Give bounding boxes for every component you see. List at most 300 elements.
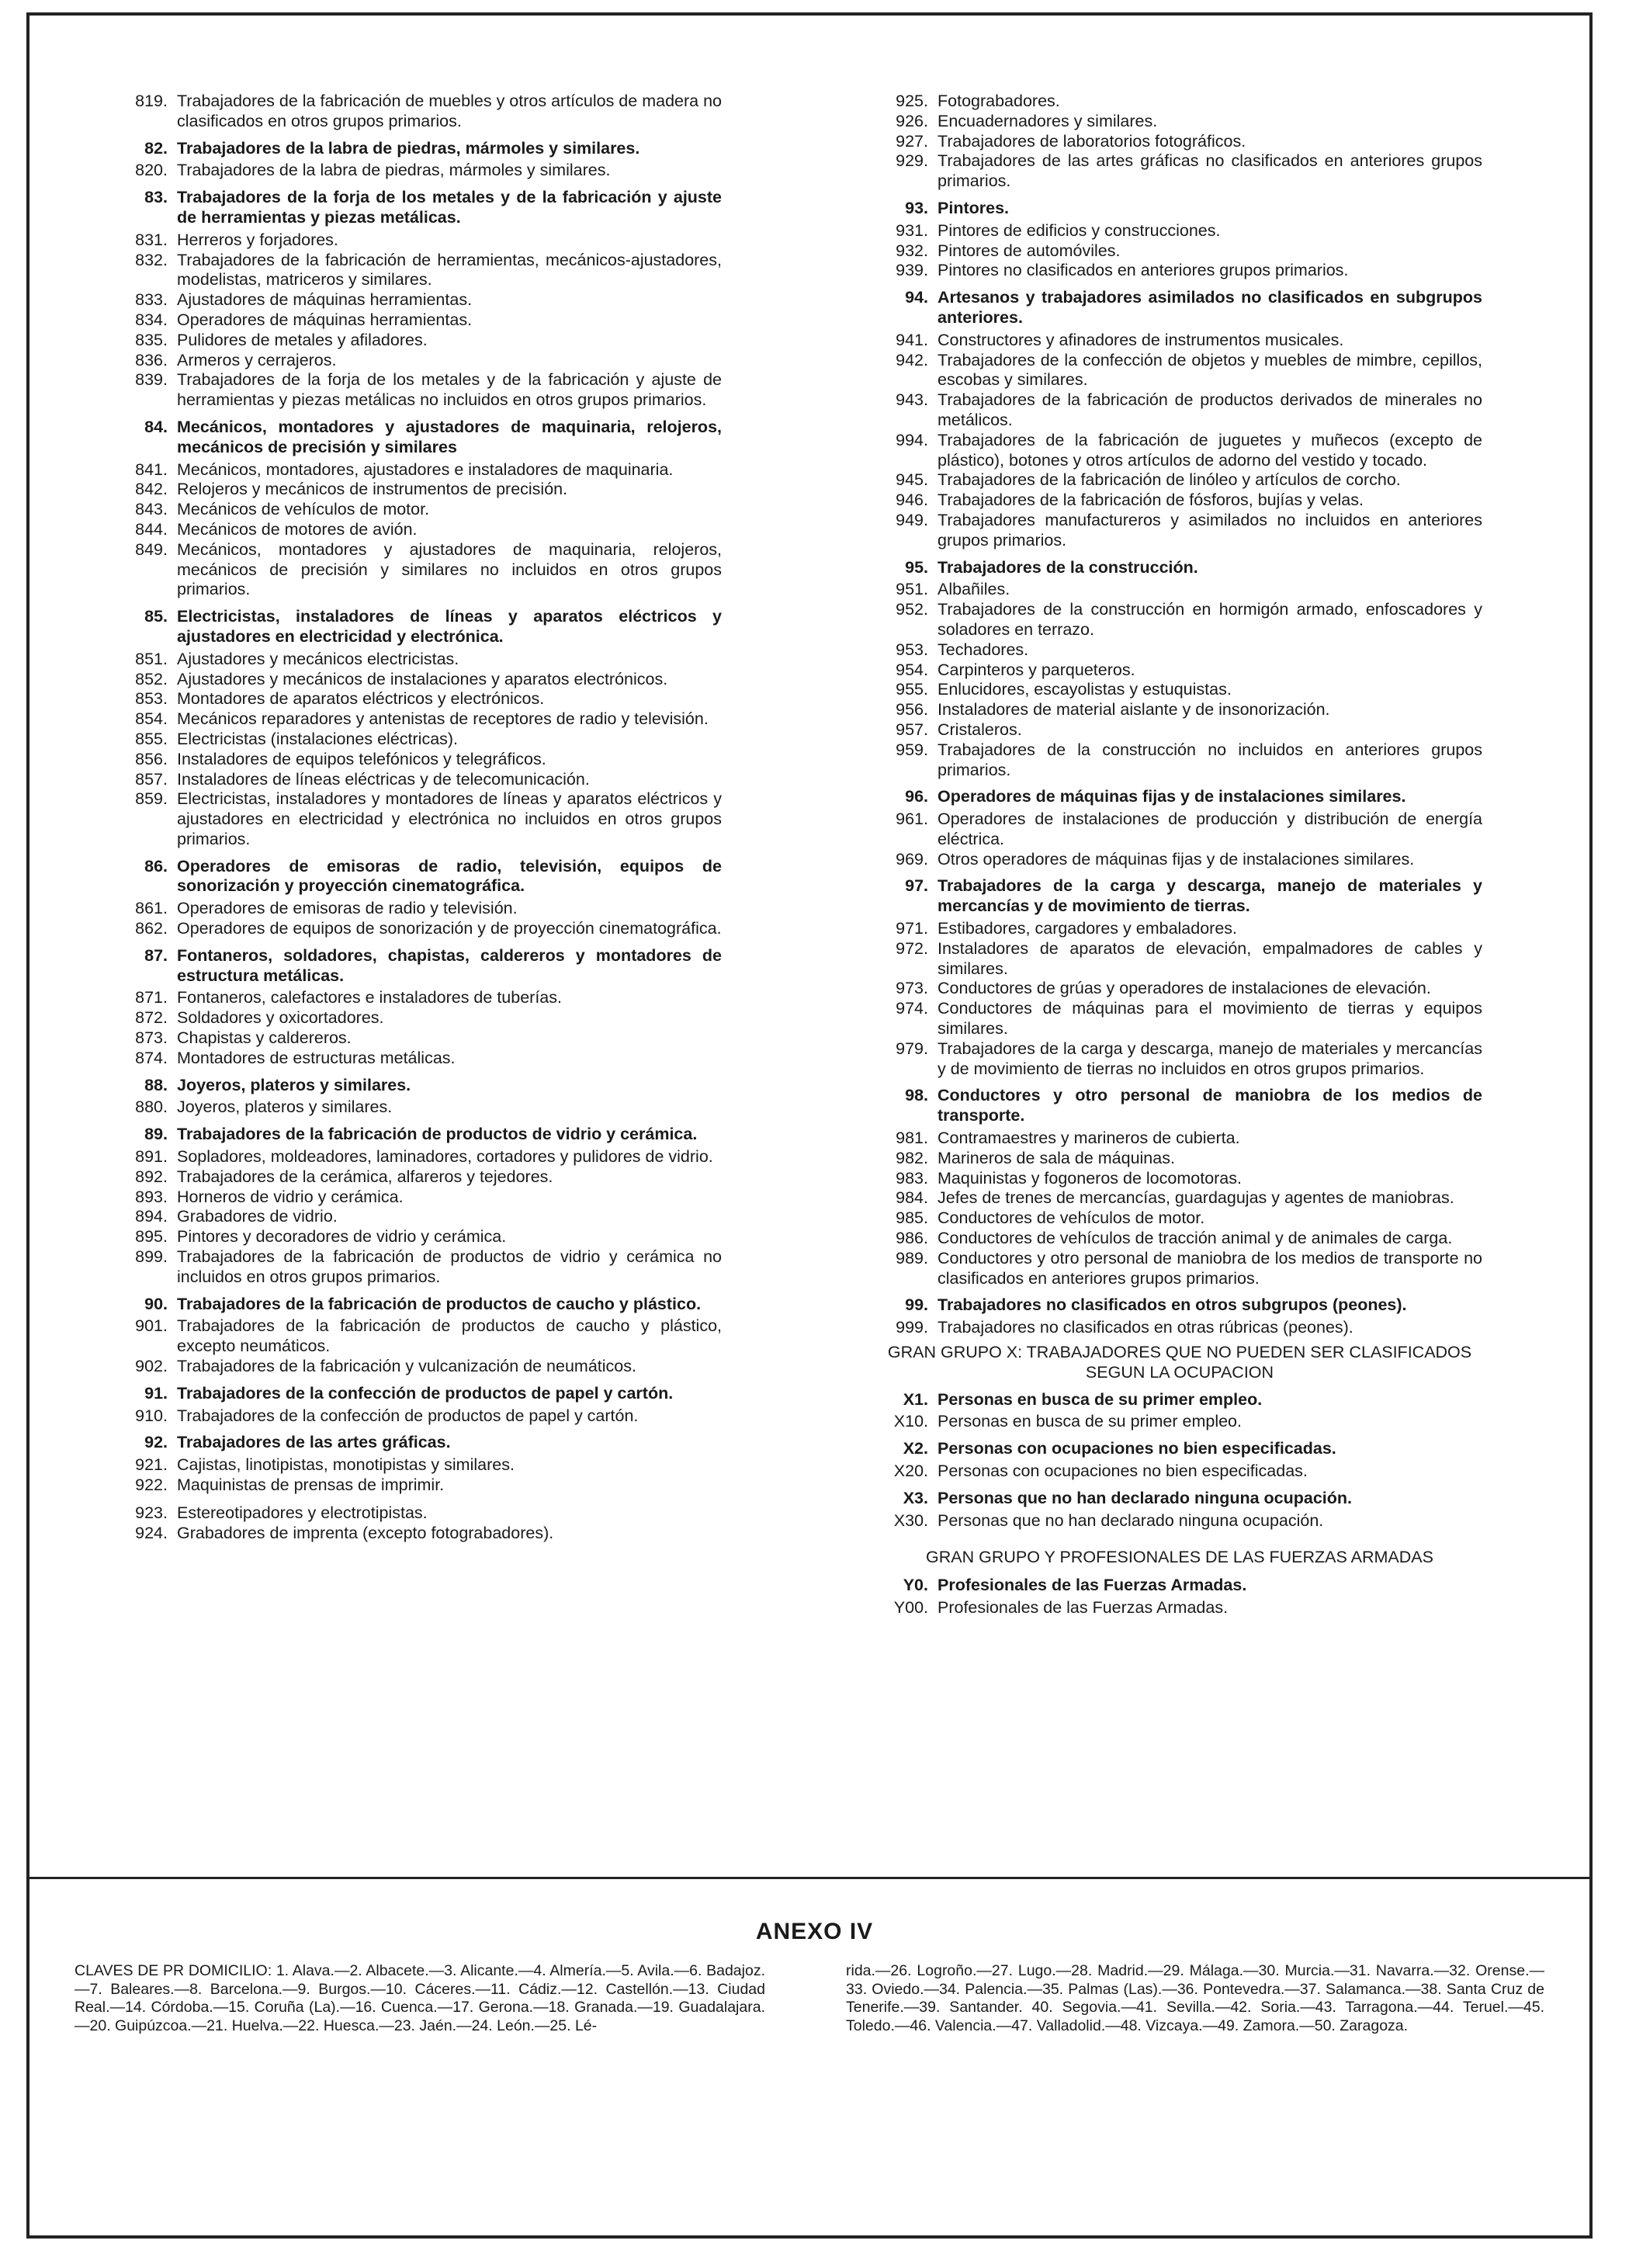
entry-code: 927. <box>896 131 928 151</box>
entry-code: 833. <box>135 290 168 310</box>
entry-code: X1. <box>903 1389 928 1409</box>
entry-text: Conductores y otro personal de maniobra de los medios de transporte. <box>938 1086 1482 1125</box>
entry-text: Personas con ocupaciones no bien especificadas. <box>938 1462 1308 1480</box>
entry-text: Joyeros, plateros y similares. <box>177 1075 411 1094</box>
occupation-entry <box>877 600 1482 640</box>
entry-text: Trabajadores de la fabricación de fósforos, bujías y velas. <box>938 491 1364 510</box>
occupation-entry <box>116 460 722 480</box>
entry-text: Trabajadores de la forja de los metales y de la fabricación y ajuste de herramientas y piezas metálicas. <box>177 188 722 227</box>
group-heading-entry <box>116 1125 722 1145</box>
group-heading-entry <box>116 1384 722 1404</box>
entry-text: Pintores no clasificados en anteriores grupos primarios. <box>938 261 1349 280</box>
entry-code: 910. <box>135 1406 168 1425</box>
entry-code: 926. <box>896 111 928 130</box>
group-heading-entry <box>877 876 1482 917</box>
entry-text: Personas que no han declarado ninguna ocupación. <box>938 1510 1324 1530</box>
entry-code: 989. <box>896 1248 928 1268</box>
entry-code: Y0. <box>903 1576 928 1595</box>
entry-text: Horneros de vidrio y cerámica. <box>177 1187 404 1206</box>
entry-code: 983. <box>896 1168 928 1188</box>
entry-text: Mecánicos de vehículos de motor. <box>177 500 430 519</box>
entry-text: Personas con ocupaciones no bien especificadas. <box>938 1439 1336 1458</box>
entry-code: 91. <box>144 1383 168 1403</box>
entry-code: 981. <box>896 1129 928 1148</box>
entry-code: 98. <box>905 1086 928 1105</box>
entry-code: 841. <box>135 459 168 479</box>
entry-text: Mecánicos, montadores y ajustadores de maquinaria, relojeros, mecánicos de precisión y similares no incluidos en otros grupos primarios. <box>177 539 722 599</box>
entry-text: Techadores. <box>938 640 1029 659</box>
entry-code: 862. <box>135 919 168 938</box>
occupation-entry <box>877 979 1482 999</box>
entry-text: Trabajadores de la confección de objetos y muebles de mimbre, cepillos, escobas y similares. <box>938 350 1482 390</box>
entry-code: 94. <box>905 288 928 307</box>
entry-text: Trabajadores de la construcción en hormigón armado, enfoscadores y soladores en terrazo. <box>938 600 1482 639</box>
entry-code: X3. <box>903 1488 928 1507</box>
entry-text: Encuadernadores y similares. <box>938 111 1158 130</box>
entry-text: Armeros y cerrajeros. <box>177 350 337 369</box>
entry-code: 943. <box>896 390 928 410</box>
entry-text: Trabajadores de la construcción. <box>938 557 1198 577</box>
entry-text: Trabajadores de la cerámica, alfareros y tejedores. <box>177 1167 553 1186</box>
entry-code: 839. <box>135 370 168 390</box>
entry-text: Carpinteros y parqueteros. <box>938 660 1135 679</box>
entry-text: Joyeros, plateros y similares. <box>177 1098 393 1117</box>
entry-text: Montadores de aparatos eléctricos y electrónicos. <box>177 689 545 709</box>
occupation-entry <box>116 331 722 351</box>
occupation-entry <box>877 939 1482 980</box>
group-heading-entry <box>877 199 1482 219</box>
occupation-entry <box>116 730 722 750</box>
entry-text: Operadores de máquinas herramientas. <box>177 310 473 329</box>
occupation-entry <box>116 1207 722 1227</box>
entry-code: 820. <box>135 161 168 180</box>
entry-text: Conductores de máquinas para el movimiento de tierras y equipos similares. <box>938 999 1482 1039</box>
occupation-entry <box>116 1503 722 1524</box>
entry-code: 921. <box>135 1455 168 1475</box>
entry-text: Trabajadores de la fabricación de productos de vidrio y cerámica no incluidos en otros grupos primarios. <box>177 1247 722 1286</box>
entry-code: 893. <box>135 1187 168 1206</box>
entry-code: 873. <box>135 1028 168 1048</box>
entry-text: Profesionales de las Fuerzas Armadas. <box>938 1597 1229 1617</box>
group-heading-entry <box>116 946 722 987</box>
occupation-entry <box>116 1008 722 1028</box>
entry-text: Electricistas, instaladores de líneas y aparatos eléctricos y ajustadores en electricidad y electrónica. <box>177 607 722 646</box>
occupation-entry <box>116 92 722 132</box>
entry-text: Operadores de máquinas fijas y de instalaciones similares. <box>938 787 1406 806</box>
entry-code: 849. <box>135 539 168 559</box>
occupation-entry <box>877 700 1482 720</box>
entry-code: 949. <box>896 510 928 529</box>
entry-code: 85. <box>144 607 168 626</box>
entry-text: Enlucidores, escayolistas y estuquistas. <box>938 680 1232 699</box>
group-heading-entry <box>877 558 1482 578</box>
entry-code: 954. <box>896 660 928 679</box>
entry-text: Operadores de instalaciones de producción y distribución de energía eléctrica. <box>938 810 1482 848</box>
occupation-entry <box>116 1476 722 1496</box>
occupation-entry <box>877 1598 1482 1618</box>
entry-text: Trabajadores de la fabricación de herramientas, mecánicos-ajustadores, modelistas, matriceros y similares. <box>177 250 722 290</box>
entry-code: 93. <box>905 198 928 217</box>
entry-code: 892. <box>135 1167 168 1186</box>
entry-code: 859. <box>135 789 168 809</box>
entry-code: 979. <box>896 1039 928 1058</box>
entry-code: 946. <box>896 491 928 510</box>
entry-text: Ajustadores y mecánicos electricistas. <box>177 649 459 668</box>
entry-code: 835. <box>135 330 168 349</box>
occupation-entry <box>877 740 1482 781</box>
entry-text: Trabajadores de las artes gráficas. <box>177 1433 451 1452</box>
occupation-entry <box>877 1412 1482 1432</box>
entry-code: 880. <box>135 1098 168 1117</box>
entry-text: Estereotipadores y electrotipistas. <box>177 1503 428 1522</box>
occupation-entry <box>116 1406 722 1427</box>
entry-code: 999. <box>896 1318 928 1337</box>
occupation-entry <box>877 431 1482 471</box>
occupation-entry <box>116 1147 722 1167</box>
entry-text: Personas en busca de su primer empleo. <box>938 1412 1242 1431</box>
entry-text: Trabajadores no clasificados en otras rúbricas (peones). <box>938 1318 1353 1337</box>
annex-title: ANEXO IV <box>755 1919 874 1944</box>
occupation-entry <box>116 1167 722 1188</box>
entry-text: Conductores de grúas y operadores de instalaciones de elevación. <box>938 979 1431 998</box>
entry-text: Trabajadores de la fabricación de productos derivados de minerales no metálicos. <box>938 390 1482 429</box>
entry-code: 844. <box>135 519 168 539</box>
occupation-entry <box>877 221 1482 241</box>
entry-code: 851. <box>135 649 168 668</box>
entry-text: Trabajadores de las artes gráficas no clasificados en anteriores grupos primarios. <box>938 151 1482 191</box>
entry-code: 931. <box>896 220 928 240</box>
entry-text: Electricistas, instaladores y montadores de líneas y aparatos eléctricos y ajustadores en electricidad y electrónica no incluidos en otros grupos primarios. <box>177 789 722 848</box>
entry-text: Electricistas (instalaciones eléctricas). <box>177 729 459 748</box>
occupation-entry <box>116 231 722 251</box>
entry-text: Marineros de sala de máquinas. <box>938 1148 1175 1167</box>
entry-code: 971. <box>896 919 928 938</box>
occupation-entry <box>877 1039 1482 1080</box>
group-heading-entry <box>877 1576 1482 1596</box>
occupation-entry <box>877 511 1482 551</box>
claves-left-text: CLAVES DE PR DOMICILIO: 1. Alava.—2. Albacete.—3. Alicante.—4. Almería.—5. Avila.—6. Badajoz.—7. Baleares.—8. Barcelona.—9. Burgos.—10. Cáceres.—11. Cádiz.—12. Castellón.—13. Ciudad Real.—14. Córdoba.—15. Coruña (La).—16. Cuenca.—17. Gerona.—18. Granada.—19. Guadalajara.—20. Guipúzcoa.—21. Huelva.—22. Huesca.—23. Jaén.—24. León.—25. Lé- <box>75 1962 765 2034</box>
entry-text: Pintores de automóviles. <box>938 241 1121 260</box>
entry-text: Instaladores de equipos telefónicos y telegráficos. <box>177 749 546 768</box>
occupation-entry <box>116 709 722 730</box>
entry-text: Herreros y forjadores. <box>177 230 338 249</box>
entry-code: 854. <box>135 709 168 729</box>
entry-text: Mecánicos reparadores y antenistas de receptores de radio y televisión. <box>177 709 709 729</box>
entry-text: Soldadores y oxicortadores. <box>177 1008 384 1028</box>
entry-text: Trabajadores de la carga y descarga, manejo de materiales y mercancías y de movimiento de tierras. <box>938 876 1482 916</box>
entry-text: Otros operadores de máquinas fijas y de instalaciones similares. <box>938 849 1415 869</box>
entry-text: Sopladores, moldeadores, laminadores, cortadores y pulidores de vidrio. <box>177 1147 713 1167</box>
entry-text: Trabajadores de la confección de productos de papel y cartón. <box>177 1406 639 1425</box>
left-column <box>116 92 722 1543</box>
occupation-entry <box>877 1129 1482 1149</box>
entry-code: 932. <box>896 241 928 260</box>
occupation-entry <box>877 351 1482 391</box>
occupation-entry <box>116 500 722 520</box>
entry-code: 82. <box>144 138 168 158</box>
occupation-entry <box>116 310 722 331</box>
entry-text: Conductores de vehículos de motor. <box>938 1209 1205 1228</box>
entry-code: 88. <box>144 1075 168 1094</box>
gran-grupo-y-list <box>877 1576 1482 1618</box>
entry-code: 891. <box>135 1147 168 1167</box>
entry-code: 856. <box>135 749 168 768</box>
occupation-entry <box>116 689 722 709</box>
occupation-entry <box>116 1028 722 1049</box>
occupation-entry <box>877 1149 1482 1169</box>
entry-code: 842. <box>135 480 168 499</box>
occupation-entry <box>116 351 722 371</box>
occupation-entry <box>877 132 1482 152</box>
entry-code: 955. <box>896 680 928 699</box>
entry-code: 95. <box>905 557 928 577</box>
occupation-entry <box>116 480 722 500</box>
occupation-entry <box>116 251 722 291</box>
entry-code: 90. <box>144 1294 168 1313</box>
entry-code: 86. <box>144 856 168 876</box>
entry-code: 929. <box>896 151 928 171</box>
occupation-entry <box>116 899 722 919</box>
occupation-entry <box>877 1318 1482 1338</box>
entry-text: Mecánicos de motores de avión. <box>177 519 418 539</box>
entry-code: Y00. <box>893 1597 928 1617</box>
occupation-entry <box>877 1169 1482 1189</box>
entry-code: 834. <box>135 310 168 329</box>
entry-text: Trabajadores de la labra de piedras, mármoles y similares. <box>177 138 640 158</box>
occupation-entry <box>116 1098 722 1118</box>
entry-code: 857. <box>135 769 168 789</box>
entry-text: Trabajadores de la fabricación de productos de vidrio y cerámica. <box>177 1125 698 1144</box>
entry-text: Personas que no han declarado ninguna ocupación. <box>938 1488 1353 1507</box>
entry-text: Trabajadores de la fabricación y vulcanización de neumáticos. <box>177 1357 636 1376</box>
entry-text: Trabajadores de la fabricación de productos de caucho y plástico, excepto neumáticos. <box>177 1316 722 1356</box>
entry-code: 895. <box>135 1227 168 1247</box>
entry-text: Conductores y otro personal de maniobra de los medios de transporte no clasificados en anteriores grupos primarios. <box>938 1248 1482 1288</box>
entry-text: Trabajadores de laboratorios fotográficos. <box>938 131 1246 151</box>
entry-code: 941. <box>896 330 928 349</box>
entry-code: 973. <box>896 979 928 998</box>
entry-code: 925. <box>896 92 928 110</box>
occupation-entry <box>116 1049 722 1069</box>
entry-code: 87. <box>144 945 168 965</box>
entry-text: Trabajadores de la fabricación de juguetes y muñecos (excepto de plástico), botones y otros artículos de adorno del vestido y tocado. <box>938 430 1482 470</box>
entry-code: 994. <box>896 430 928 449</box>
group-heading-entry <box>877 1390 1482 1410</box>
group-heading-entry <box>116 139 722 159</box>
entry-code: 985. <box>896 1209 928 1228</box>
entry-code: 984. <box>896 1188 928 1208</box>
occupation-entry <box>877 470 1482 491</box>
entry-code: 855. <box>135 729 168 748</box>
entry-text: Instaladores de líneas eléctricas y de telecomunicación. <box>177 769 590 789</box>
entry-code: 832. <box>135 250 168 269</box>
right-column <box>877 92 1482 1618</box>
entry-code: 894. <box>135 1207 168 1226</box>
entry-text: Artesanos y trabajadores asimilados no clasificados en subgrupos anteriores. <box>938 288 1482 327</box>
occupation-entry <box>877 1249 1482 1289</box>
group-heading-entry <box>116 188 722 228</box>
entry-code: 942. <box>896 350 928 369</box>
entry-code: 84. <box>144 417 168 436</box>
occupation-entry <box>116 1247 722 1288</box>
occupation-entry <box>877 720 1482 740</box>
entry-text: Contramaestres y marineros de cubierta. <box>938 1129 1240 1148</box>
occupation-entry <box>877 1188 1482 1209</box>
entry-text: Ajustadores y mecánicos de instalaciones y aparatos electrónicos. <box>177 669 668 688</box>
entry-code: 974. <box>896 999 928 1018</box>
entry-code: 939. <box>896 261 928 280</box>
occupation-entry <box>877 151 1482 192</box>
entry-text: Ajustadores de máquinas herramientas. <box>177 290 473 310</box>
entry-code: X30. <box>893 1510 928 1530</box>
entry-text: Grabadores de vidrio. <box>177 1207 338 1226</box>
entry-text: Estibadores, cargadores y embaladores. <box>938 919 1238 938</box>
entry-text: Operadores de equipos de sonorización y de proyección cinematográfica. <box>177 919 722 938</box>
entry-code: 922. <box>135 1476 168 1494</box>
entry-code: 853. <box>135 689 168 709</box>
entry-code: 972. <box>896 938 928 958</box>
entry-code: 923. <box>135 1503 168 1522</box>
group-heading-entry <box>116 607 722 647</box>
occupation-entry <box>116 650 722 670</box>
occupation-entry <box>877 1462 1482 1482</box>
entry-text: Mecánicos, montadores, ajustadores e instaladores de maquinaria. <box>177 459 674 479</box>
entry-text: Operadores de emisoras de radio, televisión, equipos de sonorización y proyección cinematográfica. <box>177 856 722 896</box>
entry-text: Pintores. <box>938 198 1009 217</box>
entry-code: 951. <box>896 580 928 599</box>
entry-text: Trabajadores de la construcción no incluidos en anteriores grupos primarios. <box>938 740 1482 779</box>
entry-code: 956. <box>896 700 928 720</box>
entry-text: Trabajadores de la fabricación de linóleo y artículos de corcho. <box>938 470 1401 490</box>
entry-text: Maquinistas y fogoneros de locomotoras. <box>938 1168 1242 1188</box>
entry-code: 96. <box>905 787 928 806</box>
entry-code: 819. <box>135 92 168 110</box>
group-heading-entry <box>877 787 1482 807</box>
entry-text: Fontaneros, soldadores, chapistas, caldereros y montadores de estructura metálicas. <box>177 945 722 985</box>
gran-grupo-x-heading: GRAN GRUPO X: TRABAJADORES QUE NO PUEDEN SER CLASIFICADOS SEGUN LA OCUPACION <box>887 1343 1472 1382</box>
entry-text: Instaladores de aparatos de elevación, empalmadores de cables y similares. <box>938 938 1482 978</box>
occupation-entry <box>877 261 1482 281</box>
entry-text: Cristaleros. <box>938 720 1022 739</box>
entry-code: 969. <box>896 849 928 869</box>
claves-right-text: rida.—26. Logroño.—27. Lugo.—28. Madrid.—29. Málaga.—30. Murcia.—31. Navarra.—32. Orense.—33. Oviedo.—34. Palencia.—35. Palmas (Las).—36. Pontevedra.—37. Salamanca.—38. Santa Cruz de Tenerife.—39. Santander. 40. Segovia.—41. Sevilla.—42. Soria.—43. Tarragona.—44. Teruel.—45. Toledo.—46. Valencia.—47. Valladolid.—48. Vizcaya.—49. Zamora.—50. Zaragoza. <box>846 1962 1544 2034</box>
entry-text: Trabajadores de la forja de los metales y de la fabricación y ajuste de herramientas y piezas metálicas no incluidos en otros grupos primarios. <box>177 370 722 410</box>
entry-text: Maquinistas de prensas de imprimir. <box>177 1476 445 1494</box>
group-heading-entry <box>116 1076 722 1096</box>
occupation-entry <box>877 112 1482 132</box>
entry-code: 902. <box>135 1357 168 1376</box>
occupation-entry <box>877 1209 1482 1229</box>
entry-code: 952. <box>896 600 928 619</box>
occupation-entry <box>116 1524 722 1544</box>
entry-text: Constructores y afinadores de instrumentos musicales. <box>938 330 1344 349</box>
entry-text: Trabajadores manufactureros y asimilados no incluidos en anteriores grupos primarios. <box>938 510 1482 550</box>
group-heading-entry <box>116 418 722 458</box>
entry-code: 831. <box>135 230 168 249</box>
entry-code: X2. <box>903 1439 928 1458</box>
entry-text: Trabajadores de la confección de productos de papel y cartón. <box>177 1383 674 1403</box>
entry-code: 982. <box>896 1148 928 1167</box>
group-heading-entry <box>116 1433 722 1453</box>
occupation-entry <box>116 988 722 1008</box>
occupation-entry <box>877 680 1482 700</box>
entry-code: 924. <box>135 1523 168 1542</box>
entry-code: 83. <box>144 188 168 207</box>
occupation-entry <box>877 241 1482 262</box>
entry-code: 957. <box>896 720 928 739</box>
entry-code: 861. <box>135 899 168 918</box>
group-heading-entry <box>877 1489 1482 1509</box>
entry-text: Trabajadores de la carga y descarga, manejo de materiales y mercancías y de movimiento de tierras no incluidos en otros grupos primarios. <box>938 1039 1482 1078</box>
entry-text: Grabadores de imprenta (excepto fotograbadores). <box>177 1523 554 1542</box>
entry-code: 901. <box>135 1316 168 1336</box>
occupation-entry <box>116 789 722 849</box>
gran-grupo-y-heading: GRAN GRUPO Y PROFESIONALES DE LAS FUERZAS ARMADAS <box>926 1548 1433 1567</box>
entry-code: 92. <box>144 1433 168 1452</box>
right-list <box>877 92 1482 1338</box>
entry-text: Pintores de edificios y construcciones. <box>938 220 1221 240</box>
occupation-entry <box>116 770 722 790</box>
occupation-entry <box>116 290 722 310</box>
occupation-entry <box>116 919 722 939</box>
occupation-entry <box>877 1229 1482 1249</box>
entry-text: Pulidores de metales y afiladores. <box>177 330 428 349</box>
entry-text: Operadores de emisoras de radio y televisión. <box>177 899 518 918</box>
entry-text: Cajistas, linotipistas, monotipistas y similares. <box>177 1455 515 1475</box>
occupation-entry <box>877 92 1482 112</box>
entry-code: 959. <box>896 740 928 759</box>
occupation-entry <box>877 1511 1482 1531</box>
entry-code: 874. <box>135 1048 168 1067</box>
occupation-entry <box>877 999 1482 1039</box>
section-divider <box>29 1877 1589 1879</box>
occupation-entry <box>116 1455 722 1476</box>
entry-text: Fotograbadores. <box>938 92 1060 110</box>
occupation-entry <box>877 390 1482 431</box>
occupation-entry <box>116 1316 722 1357</box>
entry-code: 836. <box>135 350 168 369</box>
entry-text: Mecánicos, montadores y ajustadores de maquinaria, relojeros, mecánicos de precisión y similares <box>177 417 722 456</box>
entry-code: 843. <box>135 500 168 519</box>
group-heading-entry <box>877 1295 1482 1316</box>
entry-code: 872. <box>135 1008 168 1028</box>
occupation-entry <box>116 1227 722 1247</box>
entry-text: Jefes de trenes de mercancías, guardagujas y agentes de maniobras. <box>938 1188 1454 1208</box>
entry-text: Relojeros y mecánicos de instrumentos de precisión. <box>177 480 568 499</box>
occupation-entry <box>877 331 1482 351</box>
entry-code: 986. <box>896 1229 928 1248</box>
occupation-entry <box>877 919 1482 939</box>
group-heading-entry <box>116 1295 722 1315</box>
entry-code: 89. <box>144 1125 168 1144</box>
occupation-entry <box>116 370 722 411</box>
entry-code: 899. <box>135 1247 168 1267</box>
occupation-entry <box>116 540 722 600</box>
entry-code: 945. <box>896 470 928 490</box>
entry-code: 871. <box>135 988 168 1007</box>
entry-code: 852. <box>135 669 168 688</box>
occupation-entry <box>116 750 722 770</box>
entry-text: Montadores de estructuras metálicas. <box>177 1048 456 1067</box>
occupation-entry <box>116 1357 722 1377</box>
entry-code: 953. <box>896 640 928 659</box>
occupation-entry <box>877 491 1482 511</box>
entry-text: Profesionales de las Fuerzas Armadas. <box>938 1576 1247 1595</box>
gran-grupo-x-list <box>877 1390 1482 1531</box>
group-heading-entry <box>877 1439 1482 1459</box>
occupation-entry <box>877 640 1482 661</box>
entry-text: Albañiles. <box>938 580 1010 599</box>
